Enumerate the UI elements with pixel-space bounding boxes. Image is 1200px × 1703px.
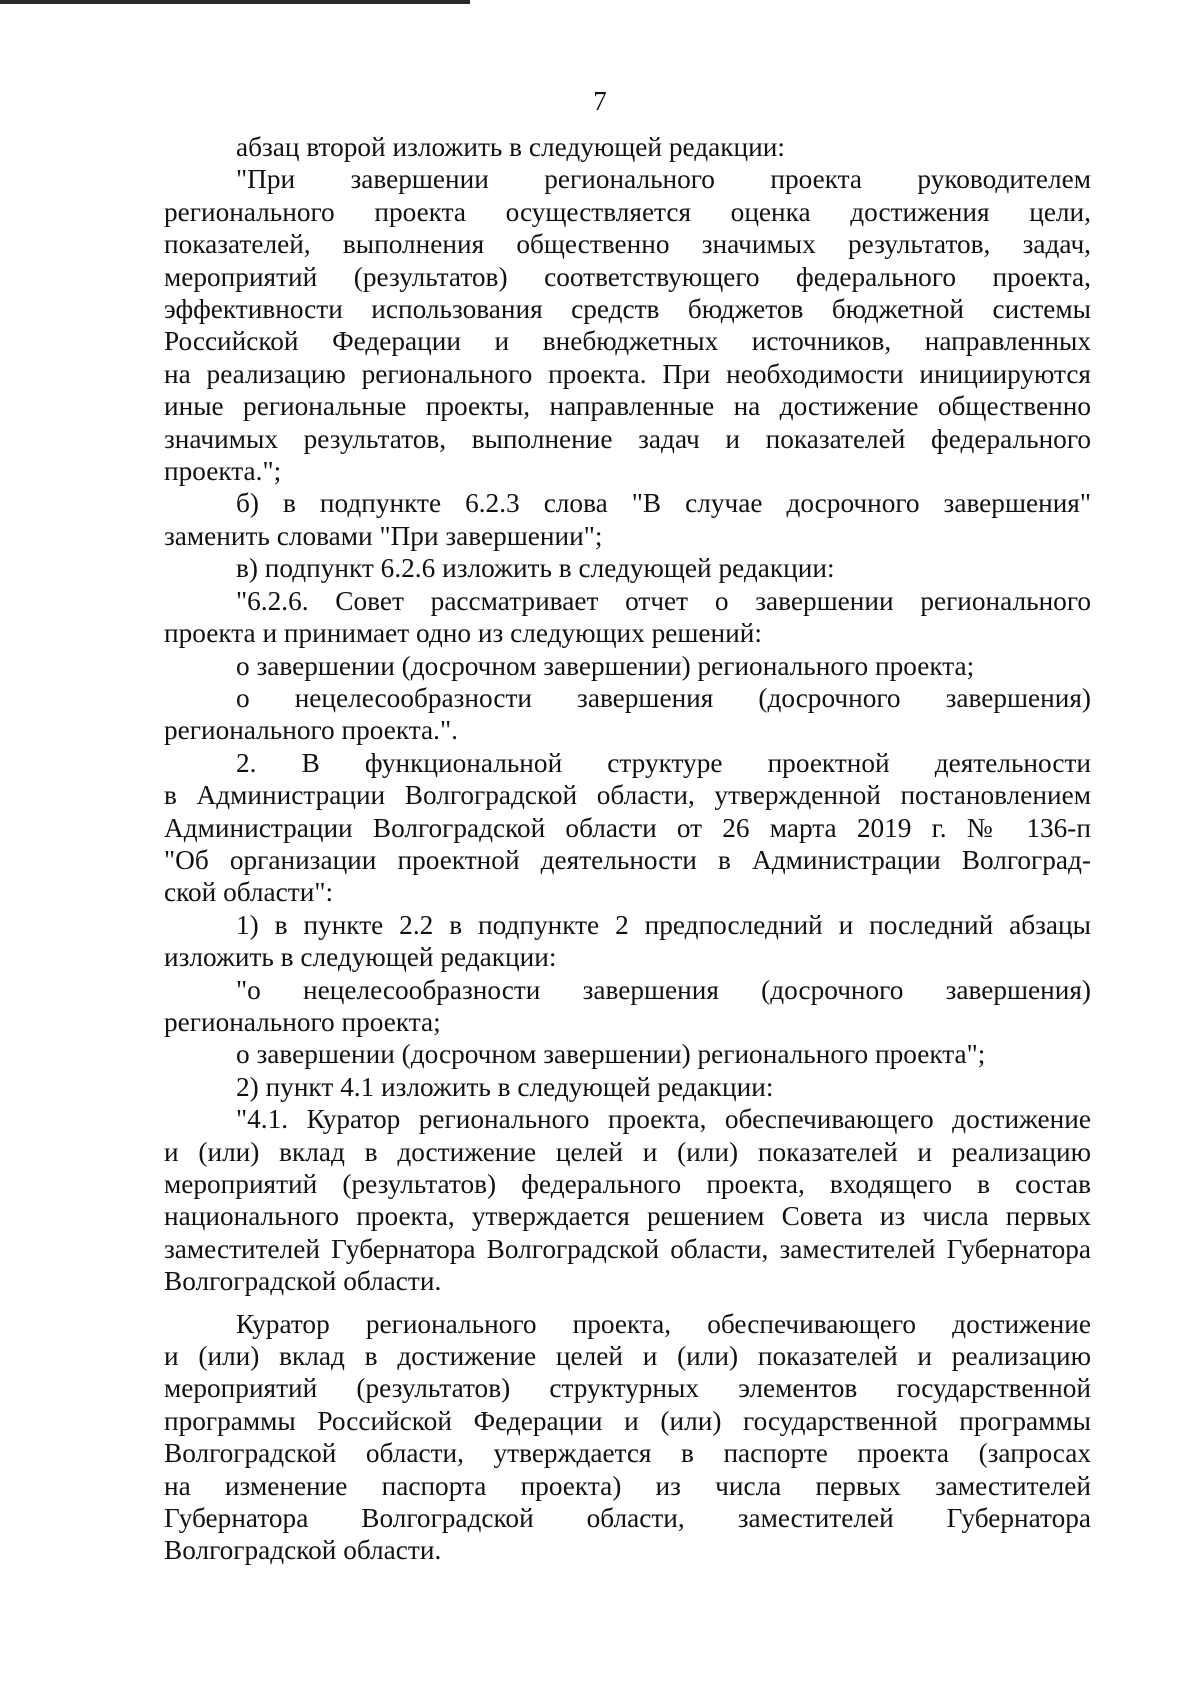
text-line: регионального проекта;	[164, 1006, 441, 1037]
text-line: программы Российской Федерации и (или) государственной программы	[164, 1405, 1091, 1436]
text-line: 2. В функциональной структуре проектной деятельности	[236, 747, 1091, 778]
text-line: заместителей Губернатора Волгоградской области, заместителей Губернатора	[164, 1233, 1091, 1264]
text-line: проекта и принимает одно из следующих решений:	[164, 618, 762, 649]
text-line: Губернатора Волгоградской области, заместителей Губернатора	[164, 1503, 1091, 1534]
text-line: о завершении (досрочном завершении) регионального проекта";	[236, 1039, 986, 1070]
text-line: Волгоградской области.	[164, 1535, 442, 1566]
text-line: мероприятий (результатов) структурных элементов государственной	[164, 1373, 1091, 1404]
text-line: 2) пункт 4.1 изложить в следующей редакции:	[236, 1071, 774, 1102]
text-line: "о нецелесообразности завершения (досрочного завершения)	[236, 974, 1091, 1005]
text-line: б) в подпункте 6.2.3 слова "В случае досрочного завершения"	[236, 488, 1091, 519]
text-line: "Об организации проектной деятельности в Администрации Волгоград-	[164, 844, 1091, 875]
text-line: значимых результатов, выполнение задач и показателей федерального	[164, 423, 1091, 454]
text-line: регионального проекта осуществляется оценка достижения цели,	[164, 196, 1091, 227]
text-line: "4.1. Куратор регионального проекта, обеспечивающего достижение	[236, 1104, 1091, 1135]
text-line: иные региональные проекты, направленные на достижение общественно	[164, 391, 1091, 422]
text-line: на реализацию регионального проекта. При необходимости инициируются	[164, 358, 1091, 389]
scan-edge-mark	[0, 0, 470, 4]
text-line: и (или) вклад в достижение целей и (или) показателей и реализацию	[164, 1341, 1091, 1372]
text-line: мероприятий (результатов) соответствующего федерального проекта,	[164, 261, 1091, 292]
text-line: эффективности использования средств бюджетов бюджетной системы	[164, 294, 1091, 325]
text-line: 1) в пункте 2.2 в подпункте 2 предпоследний и последний абзацы	[236, 909, 1091, 940]
text-line: показателей, выполнения общественно значимых результатов, задач,	[164, 229, 1091, 260]
text-line: о нецелесообразности завершения (досрочного завершения)	[236, 682, 1091, 713]
text-line: национального проекта, утверждается решением Совета из числа первых	[164, 1201, 1091, 1232]
text-line: в Администрации Волгоградской области, утвержденной постановлением	[164, 780, 1091, 811]
text-line: Волгоградской области.	[164, 1266, 442, 1297]
text-line: и (или) вклад в достижение целей и (или) показателей и реализацию	[164, 1136, 1091, 1167]
text-line: изложить в следующей редакции:	[164, 942, 557, 973]
text-line: регионального проекта.".	[164, 715, 458, 746]
text-line: Российской Федерации и внебюджетных источников, направленных	[164, 326, 1091, 357]
text-line: о завершении (досрочном завершении) регионального проекта;	[236, 650, 975, 681]
text-line: на изменение паспорта проекта) из числа первых заместителей	[164, 1470, 1091, 1501]
page-number: 7	[593, 86, 607, 116]
text-line: Волгоградской области, утверждается в паспорте проекта (запросах	[164, 1438, 1091, 1469]
text-line: проекта.";	[164, 456, 282, 487]
text-line: заменить словами "При завершении";	[164, 520, 603, 551]
text-line: "6.2.6. Совет рассматривает отчет о завершении регионального	[236, 585, 1091, 616]
text-line: абзац второй изложить в следующей редакции:	[236, 132, 785, 162]
paragraph-gap	[164, 1298, 1091, 1308]
text-line: в) подпункт 6.2.6 изложить в следующей редакции:	[236, 553, 835, 584]
text-line: Администрации Волгоградской области от 26 марта 2019 г. № 136-п	[164, 812, 1091, 843]
text-line: мероприятий (результатов) федерального проекта, входящего в состав	[164, 1169, 1091, 1199]
text-line: "При завершении регионального проекта руководителем	[236, 164, 1091, 195]
text-line: Куратор регионального проекта, обеспечивающего достижение	[236, 1308, 1091, 1339]
document-body	[164, 131, 1091, 1567]
text-line: ской области":	[164, 877, 334, 908]
